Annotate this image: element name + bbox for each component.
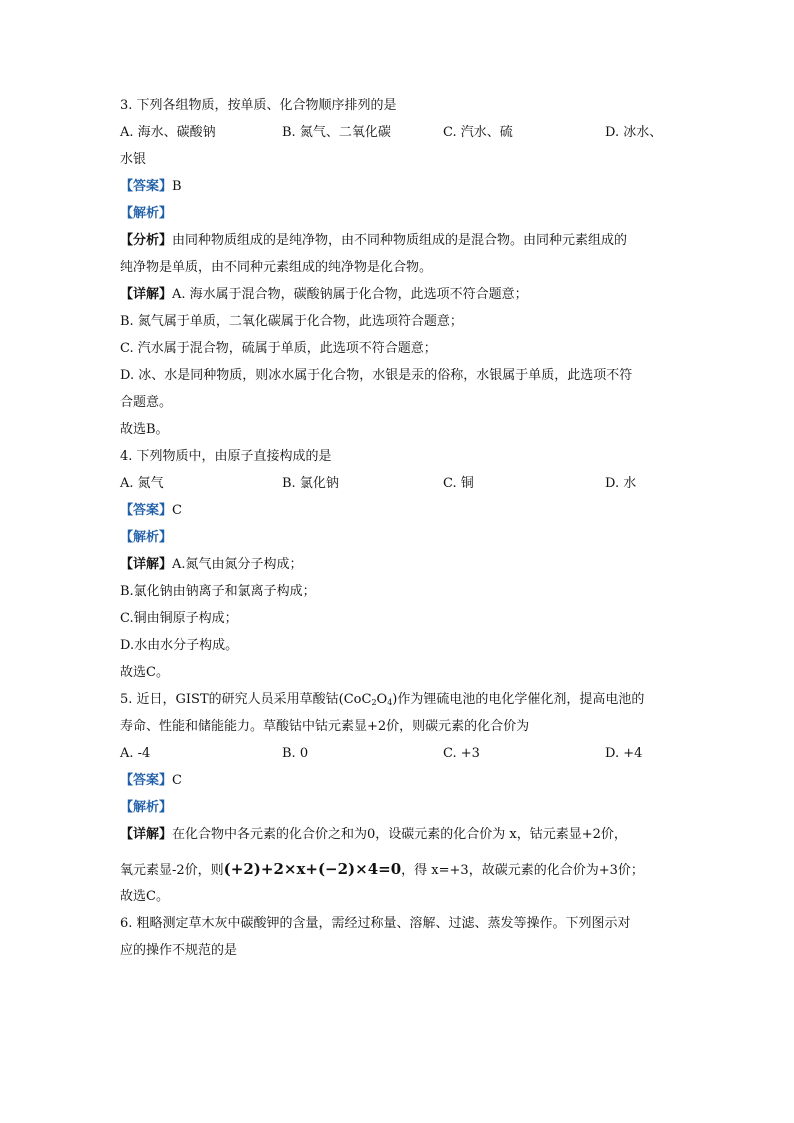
answer-tag: 【答案】 — [120, 503, 173, 518]
q4-stem: 4. 下列物质中，由原子直接构成的是 — [120, 449, 332, 464]
q5-options — [120, 740, 680, 767]
answer-tag: 【答案】 — [120, 179, 173, 194]
q5-stem-1 — [120, 686, 680, 713]
analysis-tag: 【解析】 — [120, 800, 173, 815]
q3-detail-a — [120, 281, 680, 308]
q3-option-d: D. 冰水、 — [605, 125, 663, 140]
fenxi-text-1: 由同种物质组成的是纯净物，由不同种物质组成的是混合物。由同种元素组成的 — [172, 233, 628, 248]
q4-detail-c: C.铜由铜原子构成； — [120, 611, 238, 626]
q5-detail-1 — [120, 821, 680, 848]
q5-stem-1a: 5. 近日，GIST的研究人员采用草酸钴(CoC — [120, 692, 372, 707]
q5-analysis-tag — [120, 794, 680, 821]
q4-detail-a — [120, 551, 680, 578]
q6-stem-2: 应的操作不规范的是 — [120, 943, 238, 958]
q4-answer — [120, 497, 680, 524]
q4-option-b: B. 氯化钠 — [282, 476, 339, 491]
detail-text-1: 在化合物中各元素的化合价之和为0，设碳元素的化合价为 x，钴元素显+2价， — [172, 827, 627, 842]
q3-option-c: C. 汽水、硫 — [443, 125, 513, 140]
q3-conclusion: 故选B。 — [120, 422, 169, 437]
q5-option-a: A. -4 — [120, 746, 151, 761]
q5-stem-2: 寿命、性能和储能能力。草酸钴中钴元素显+2价，则碳元素的化合价为 — [120, 719, 530, 734]
q5-option-c: C. +3 — [443, 746, 480, 761]
q3-stem: 3. 下列各组物质，按单质、化合物顺序排列的是 — [120, 98, 397, 113]
q4-conclusion: 故选C。 — [120, 665, 169, 680]
detail-text-2a: 氧元素显-2价，则 — [120, 863, 224, 878]
document-page — [120, 92, 680, 964]
q3-fenxi-1 — [120, 227, 680, 254]
answer-tag: 【答案】 — [120, 773, 173, 788]
subscript-2: 2 — [371, 698, 377, 707]
q4-analysis-tag — [120, 524, 680, 551]
q3-detail-d2: 合题意。 — [120, 395, 173, 410]
analysis-tag: 【解析】 — [120, 206, 173, 221]
detail-tag: 【详解】 — [120, 827, 173, 842]
q3-detail-b: B. 氮气属于单质，二氧化碳属于化合物，此选项符合题意； — [120, 314, 463, 329]
q3-option-d-cont: 水银 — [120, 152, 147, 167]
q5-stem-1b: )作为锂硫电池的电化学催化剂，提高电池的 — [392, 692, 645, 707]
q4-detail-d: D.水由水分子构成。 — [120, 638, 239, 653]
q5-option-b: B. 0 — [282, 746, 309, 761]
answer-value: B — [172, 179, 182, 194]
q3-fenxi-2: 纯净物是单质，由不同种元素组成的纯净物是化合物。 — [120, 260, 433, 275]
q5-detail-2 — [120, 856, 680, 883]
detail-tag: 【详解】 — [120, 557, 173, 572]
math-formula: (+2)+2×x+(−2)×4=0 — [223, 860, 402, 878]
detail-text-2b: ，得 x=+3，故碳元素的化合价为+3价； — [401, 863, 644, 878]
q3-answer — [120, 173, 680, 200]
q4-detail-b: B.氯化钠由钠离子和氯离子构成； — [120, 584, 316, 599]
q3-detail-d1: D. 冰、水是同种物质，则冰水属于化合物，水银是汞的俗称，水银属于单质，此选项不符 — [120, 368, 633, 383]
fenxi-tag: 【分析】 — [120, 233, 173, 248]
oxygen-char: O — [376, 692, 388, 707]
q3-analysis-tag — [120, 200, 680, 227]
analysis-tag: 【解析】 — [120, 530, 173, 545]
detail-tag: 【详解】 — [120, 287, 173, 302]
q3-option-b: B. 氮气、二氧化碳 — [282, 125, 391, 140]
q3-detail-c: C. 汽水属于混合物，硫属于单质，此选项不符合题意； — [120, 341, 437, 356]
q5-conclusion: 故选C。 — [120, 889, 169, 904]
q5-answer — [120, 767, 680, 794]
q4-option-d: D. 水 — [605, 476, 637, 491]
answer-value: C — [172, 503, 182, 518]
q3-option-a: A. 海水、碳酸钠 — [120, 125, 216, 140]
q4-option-a: A. 氮气 — [120, 476, 164, 491]
q5-option-d: D. +4 — [605, 746, 643, 761]
q4-option-c: C. 铜 — [443, 476, 474, 491]
q6-stem-1: 6. 粗略测定草木灰中碳酸钾的含量，需经过称量、溶解、过滤、蒸发等操作。下列图示对 — [120, 916, 631, 931]
q4-options — [120, 470, 680, 497]
detail-text-a: A.氮气由氮分子构成； — [172, 557, 303, 572]
q3-options — [120, 119, 680, 146]
detail-text-a: A. 海水属于混合物，碳酸钠属于化合物，此选项不符合题意； — [172, 287, 528, 302]
answer-value: C — [172, 773, 182, 788]
subscript-4: 4 — [387, 698, 393, 707]
